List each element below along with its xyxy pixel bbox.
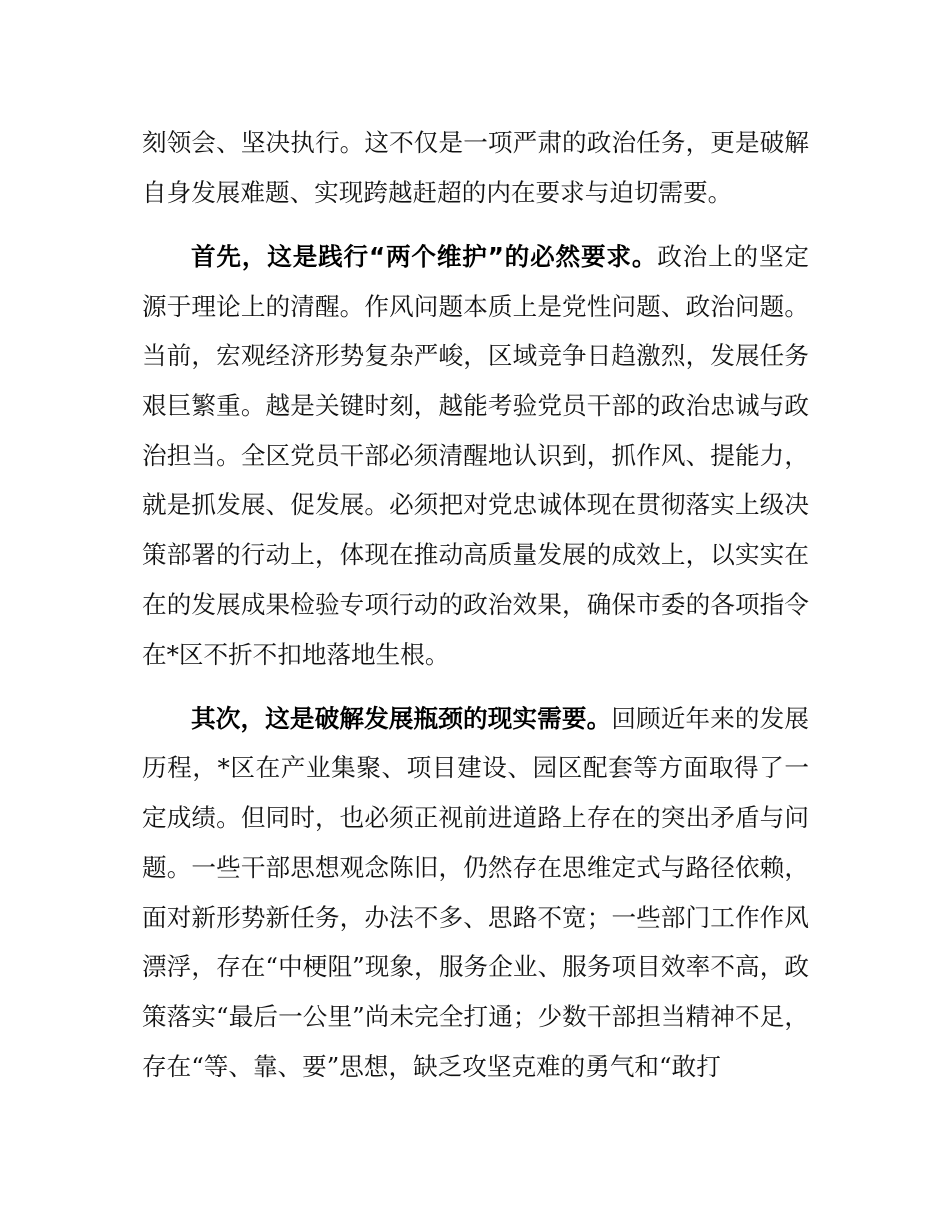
document-page [142, 118, 809, 1106]
paragraph-text: 刻领会、坚决执行。这不仅是一项严肃的政治任务，更是破解自身发展难题、实现跨越赶超的内在要求与迫切需要。 [142, 128, 809, 207]
paragraph-continuation [142, 118, 809, 217]
paragraph-lead-heading: 其次，这是破解发展瓶颈的现实需要。 [191, 703, 612, 733]
paragraph-second-reason [142, 694, 809, 1092]
paragraph-text: 回顾近年来的发展历程，*区在产业集聚、项目建设、园区配套等方面取得了一定成绩。但同时，也必须正视前进道路上存在的突出矛盾与问题。一些干部思想观念陈旧，仍然存在思维定式与路径依赖，面对新形势新任务，办法不多、思路不宽；一些部门工作作风漂浮，存在“中梗阻”现象，服务企业、服务项目效率不高，政策落实“最后一公里”尚未完全打通；少数干部担当精神不足，存在“等、靠、要”思想，缺乏攻坚克难的勇气和“敢打 [142, 703, 809, 1081]
paragraph-text: 政治上的坚定源于理论上的清醒。作风问题本质上是党性问题、政治问题。当前，宏观经济形势复杂严峻，区域竞争日趋激烈，发展任务艰巨繁重。越是关键时刻，越能考验党员干部的政治忠诚与政治担当。全区党员干部必须清醒地认识到，抓作风、提能力，就是抓发展、促发展。必须把对党忠诚体现在贯彻落实上级决策部署的行动上，体现在推动高质量发展的成效上，以实实在在的发展成果检验专项行动的政治效果，确保市委的各项指令在*区不折不扣地落地生根。 [142, 241, 809, 669]
paragraph-first-reason [142, 232, 809, 679]
paragraph-lead-heading: 首先，这是践行“两个维护”的必然要求。 [191, 241, 658, 271]
